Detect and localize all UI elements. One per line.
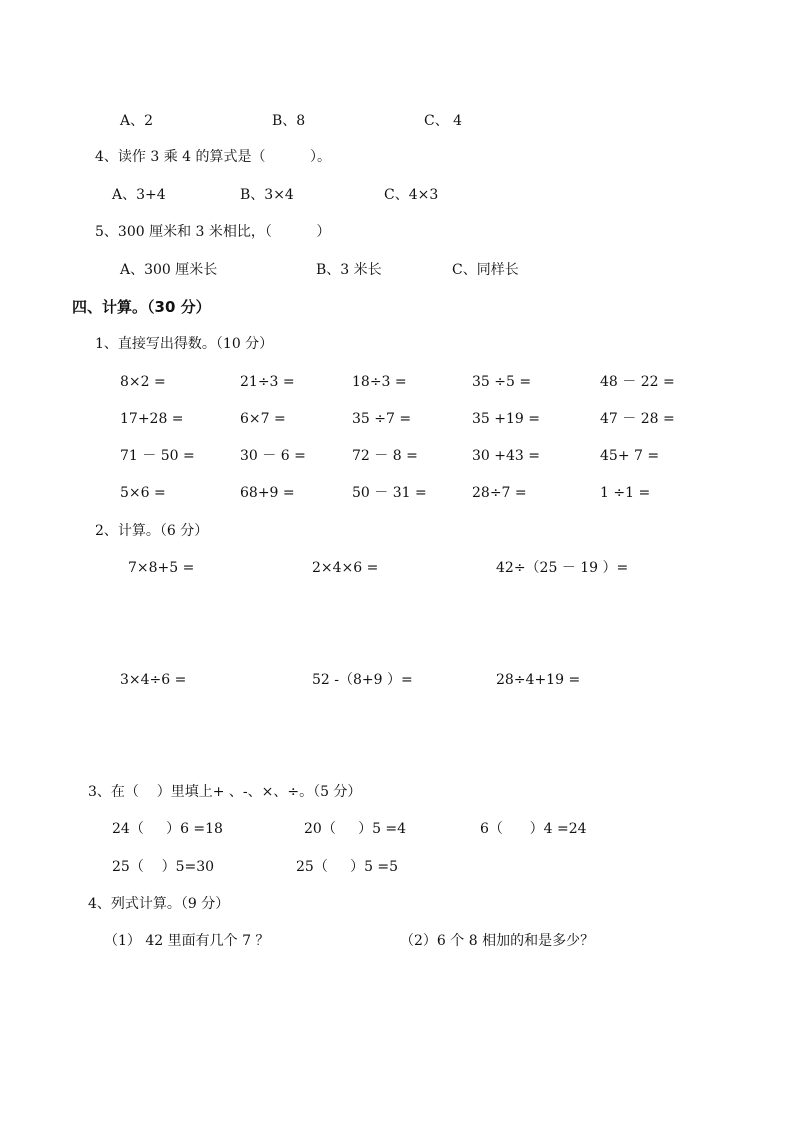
q5-option-c: C、同样长 <box>452 262 519 278</box>
calc-cell: 30 +43 = <box>472 448 540 464</box>
calc-cell: 47 － 28 = <box>600 411 675 427</box>
section4-title: 四、计算。（30 分） <box>72 298 211 316</box>
calc-cell: 8×2 = <box>120 374 166 390</box>
fill-operator-item: 24（ ）6 =18 <box>112 821 223 837</box>
q5-text: 5、300 厘米和 3 米相比，（ ） <box>95 224 331 240</box>
q3-option-b: B、8 <box>272 113 306 129</box>
calc-cell: 50 － 31 = <box>352 485 427 501</box>
calc-cell: 72 － 8 = <box>352 448 418 464</box>
fill-operator-item: 6（ ）4 =24 <box>480 821 587 837</box>
calc-cell: 18÷3 = <box>352 374 407 390</box>
word-problem-1: （1） 42 里面有几个 7 ？ <box>104 933 270 949</box>
calc-cell: 35 ÷5 = <box>472 374 532 390</box>
calc-cell: 6×7 = <box>240 411 286 427</box>
calc-cell: 35 +19 = <box>472 411 540 427</box>
calc-expression: 2×4×6 = <box>312 560 379 576</box>
fill-operator-item: 20（ ）5 =4 <box>304 821 407 837</box>
q5-option-b: B、3 米长 <box>316 262 382 278</box>
q4-option-c: C、4×3 <box>384 187 439 203</box>
calc-cell: 35 ÷7 = <box>352 411 412 427</box>
calc-cell: 48 － 22 = <box>600 374 675 390</box>
calc-expression: 42÷（25 － 19 ）= <box>496 560 629 576</box>
calc-cell: 1 ÷1 = <box>600 485 651 501</box>
calc-cell: 71 － 50 = <box>120 448 195 464</box>
calc-expression: 3×4÷6 = <box>120 672 187 688</box>
q3-option-a: A、2 <box>120 113 154 129</box>
part4-title: 4、列式计算。（9 分） <box>88 896 230 912</box>
q4-text: 4、读作 3 乘 4 的算式是（ ）。 <box>95 149 332 165</box>
calc-cell: 28÷7 = <box>472 485 527 501</box>
q4-option-b: B、3×4 <box>240 187 294 203</box>
calc-expression: 28÷4+19 = <box>496 672 581 688</box>
part1-title: 1、直接写出得数。（10 分） <box>95 336 274 352</box>
calc-expression: 7×8+5 = <box>128 560 195 576</box>
part3-title: 3、在（ ）里填上+ 、-、×、÷。（5 分） <box>88 784 362 800</box>
part2-title: 2、计算。（6 分） <box>95 523 209 539</box>
calc-cell: 5×6 = <box>120 485 166 501</box>
q3-option-c: C、 4 <box>424 113 463 129</box>
calc-cell: 17+28 = <box>120 411 184 427</box>
calc-cell: 68+9 = <box>240 485 295 501</box>
q5-option-a: A、300 厘米长 <box>120 262 218 278</box>
fill-operator-item: 25（ ）5 =5 <box>296 859 399 875</box>
word-problem-2: （2）6 个 8 相加的和是多少？ <box>400 933 595 949</box>
calc-cell: 30 － 6 = <box>240 448 306 464</box>
calc-expression: 52 -（8+9 ）= <box>312 672 413 688</box>
fill-operator-item: 25（ ）5=30 <box>112 859 215 875</box>
q4-option-a: A、3+4 <box>112 187 166 203</box>
calc-cell: 21÷3 = <box>240 374 295 390</box>
calc-cell: 45+ 7 = <box>600 448 660 464</box>
